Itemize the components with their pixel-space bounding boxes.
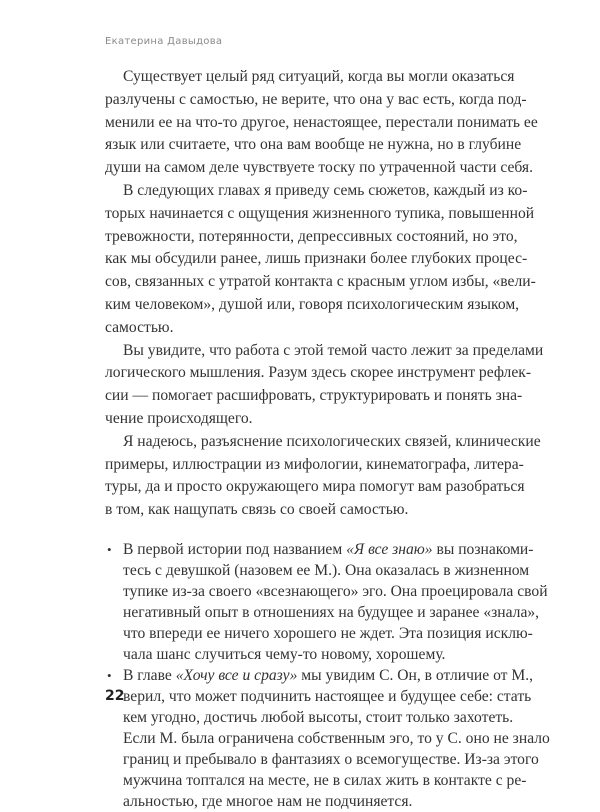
- text-line: Если М. была ограничена собственным эго, то у С. оно не знало: [123, 729, 550, 747]
- text-line: ким человеком», душой или, говоря психологическим языком,: [105, 295, 520, 313]
- text-line: границ и пребывало в фантазиях о всемогуществе. Из-за этого: [123, 750, 539, 768]
- text-run: мы увидим С. Он, в отличие от М.,: [297, 666, 534, 684]
- italic-title: «Хочу все и сразу»: [175, 666, 298, 684]
- running-header: Екатерина Давыдова: [105, 36, 223, 47]
- text-line: альностью, где многое нам не подчиняется.: [123, 792, 413, 810]
- text-line: [105, 539, 534, 560]
- bullet-item: [105, 539, 548, 665]
- text-line: сов, связанных с утратой контакта с красным углом избы, «вели-: [105, 273, 536, 291]
- text-line: чала шанс случиться чему-то новому, хорошему.: [123, 645, 446, 663]
- text-line: Существует целый ряд ситуаций, когда вы могли оказаться: [123, 68, 515, 85]
- text-line: негативный опыт в отношениях на будущее и заранее «знала»,: [123, 603, 540, 621]
- paragraph: [105, 180, 536, 340]
- text-line: как мы обсудили ранее, лишь признаки более глубоких процес-: [105, 250, 528, 268]
- paragraph: [105, 431, 541, 522]
- text-line: примеры, иллюстрации из мифологии, кинематографа, литера-: [105, 455, 524, 473]
- text-line: торых начинается с ощущения жизненного тупика, повышенной: [105, 204, 535, 222]
- text-line: Я надеюсь, разъяснение психологических связей, клинические: [123, 432, 541, 450]
- text-run: В главе: [123, 666, 176, 684]
- text-line: В следующих главах я приведу семь сюжетов, каждый из ко-: [123, 181, 528, 199]
- text-line: в том, как нащупать связь со своей самостью.: [105, 501, 409, 519]
- text-line: тупике из-за своего «всезнающего» эго. Она проецировала свой: [123, 582, 548, 600]
- text-line: логического мышления. Разум здесь скорее инструмент рефлек-: [105, 364, 532, 382]
- text-line: самостью.: [105, 318, 174, 336]
- text-run: В первой истории под названием: [123, 540, 347, 558]
- text-line: [105, 665, 534, 686]
- bullet-icon: •: [107, 541, 112, 557]
- paragraph: [105, 66, 538, 180]
- text-line: сии — помогает расшифровать, структурировать и понять зна-: [105, 387, 523, 405]
- section-spacer: [105, 522, 478, 539]
- bullet-list: [105, 539, 550, 812]
- bullet-icon: •: [107, 667, 112, 683]
- text-line: мужчина топтался на месте, не в силах жить в контакте с ре-: [123, 771, 527, 789]
- text-line: верил, что может подчинить настоящее и будущее себе: стать: [123, 687, 532, 705]
- text-run: вы познакоми-: [432, 540, 534, 558]
- text-line: чение происходящего.: [105, 409, 253, 427]
- text-line: тревожности, потерянности, депрессивных состояний, но это,: [105, 227, 518, 245]
- text-line: что впереди ее ничего хорошего не ждет. Эта позиция исклю-: [123, 624, 533, 642]
- italic-title: «Я все знаю»: [346, 540, 433, 558]
- text-line: язык или считаете, что она вам вообще не нужна, но в глубине: [105, 136, 522, 154]
- text-line: туры, да и просто окружающего мира помогут вам разобраться: [105, 478, 525, 496]
- bullet-item: [105, 665, 550, 812]
- text-line: души на самом деле чувствуете тоску по утраченной части себя.: [105, 159, 533, 177]
- text-line: Вы увидите, что работа с этой темой часто лежит за пределами: [123, 341, 544, 359]
- page-body: [105, 66, 550, 812]
- text-line: тесь с девушкой (назовем ее М.). Она оказалась в жизненном: [123, 561, 530, 579]
- paragraph: [105, 340, 544, 431]
- text-line: менили ее на что-то другое, ненастоящее, перестали понимать ее: [105, 113, 538, 131]
- text-line: разлучены с самостью, не верите, что она у вас есть, когда под-: [105, 90, 527, 108]
- text-line: кем угодно, достичь любой высоты, стоит только захотеть.: [123, 708, 514, 726]
- page-number: 22: [105, 688, 125, 704]
